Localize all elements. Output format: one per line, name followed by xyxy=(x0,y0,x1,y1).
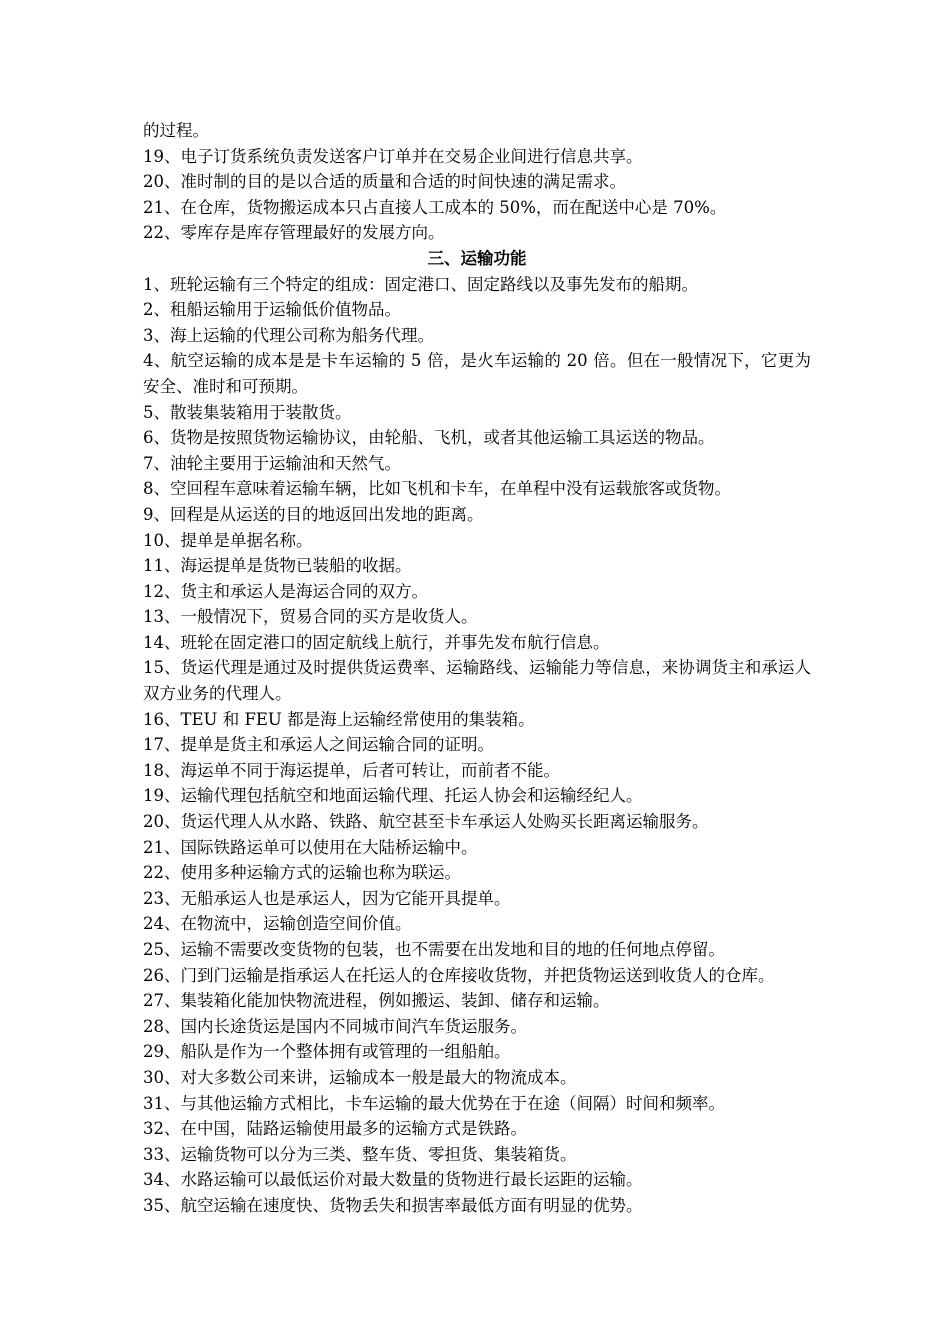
list-item: 17、提单是货主和承运人之间运输合同的证明。 xyxy=(143,735,494,755)
list-item: 3、海上运输的代理公司称为船务代理。 xyxy=(143,325,434,345)
list-item: 32、在中国，陆路运输使用最多的运输方式是铁路。 xyxy=(143,1119,527,1139)
list-item: 24、在物流中，运输创造空间价值。 xyxy=(143,914,412,934)
list-item: 29、船队是作为一个整体拥有或管理的一组船舶。 xyxy=(143,1042,511,1062)
list-item: 21、在仓库，货物搬运成本只占直接人工成本的 50%，而在配送中心是 70%。 xyxy=(143,197,727,217)
list-item: 23、无船承运人也是承运人，因为它能开具提单。 xyxy=(143,888,511,908)
list-item: 的过程。 xyxy=(143,121,209,140)
list-item: 1、班轮运输有三个特定的组成：固定港口、固定路线以及事先发布的船期。 xyxy=(143,274,698,294)
list-item: 22、零库存是库存管理最好的发展方向。 xyxy=(143,223,445,243)
list-item: 11、海运提单是货物已装船的收据。 xyxy=(143,556,412,576)
list-item: 27、集装箱化能加快物流进程，例如搬运、装卸、储存和运输。 xyxy=(143,991,610,1011)
list-item: 13、一般情况下，贸易合同的买方是收货人。 xyxy=(143,607,478,627)
list-item: 20、准时制的目的是以合适的质量和合适的时间快速的满足需求。 xyxy=(143,172,626,192)
list-item: 2、租船运输用于运输低价值物品。 xyxy=(143,300,401,320)
list-item: 33、运输货物可以分为三类、整车货、零担货、集装箱货。 xyxy=(143,1144,577,1164)
list-item: 18、海运单不同于海运提单，后者可转让，而前者不能。 xyxy=(143,760,560,780)
list-item: 10、提单是单据名称。 xyxy=(143,530,313,550)
list-item: 22、使用多种运输方式的运输也称为联运。 xyxy=(143,863,461,883)
list-item: 12、货主和承运人是海运合同的双方。 xyxy=(143,581,428,601)
list-item: 4、航空运输的成本是是卡车运输的 5 倍，是火车运输的 20 倍。但在一般情况下，它更为安全、准时和可预期。 xyxy=(143,351,811,396)
list-item: 21、国际铁路运单可以使用在大陆桥运输中。 xyxy=(143,837,478,857)
list-item: 31、与其他运输方式相比，卡车运输的最大优势在于在途（间隔）时间和频率。 xyxy=(143,1093,725,1113)
list-item: 35、航空运输在速度快、货物丢失和损害率最低方面有明显的优势。 xyxy=(143,1195,643,1215)
list-item: 30、对大多数公司来讲，运输成本一般是最大的物流成本。 xyxy=(143,1067,577,1087)
document-page xyxy=(143,118,811,1219)
list-item: 5、散装集装箱用于装散货。 xyxy=(143,402,352,422)
list-item: 20、货运代理人从水路、铁路、航空甚至卡车承运人处购买长距离运输服务。 xyxy=(143,812,709,832)
section-heading: 三、运输功能 xyxy=(427,248,527,268)
list-item: 19、运输代理包括航空和地面运输代理、托运人协会和运输经纪人。 xyxy=(143,786,643,806)
list-item: 8、空回程车意味着运输车辆，比如飞机和卡车，在单程中没有运载旅客或货物。 xyxy=(143,479,731,499)
list-item: 16、TEU 和 FEU 都是海上运输经常使用的集装箱。 xyxy=(143,709,535,729)
list-item: 15、货运代理是通过及时提供货运费率、运输路线、运输能力等信息，来协调货主和承运人双方业务的代理人。 xyxy=(143,658,811,704)
list-item: 6、货物是按照货物运输协议，由轮船、飞机，或者其他运输工具运送的物品。 xyxy=(143,428,715,448)
list-item: 34、水路运输可以最低运价对最大数量的货物进行最长运距的运输。 xyxy=(143,1170,643,1190)
list-item: 28、国内长途货运是国内不同城市间汽车货运服务。 xyxy=(143,1016,527,1036)
list-item: 9、回程是从运送的目的地返回出发地的距离。 xyxy=(143,504,484,524)
list-item: 19、电子订货系统负责发送客户订单并在交易企业间进行信息共享。 xyxy=(143,146,643,166)
list-item: 7、油轮主要用于运输油和天然气。 xyxy=(143,453,401,473)
list-item: 14、班轮在固定港口的固定航线上航行，并事先发布航行信息。 xyxy=(143,632,610,652)
list-item: 25、运输不需要改变货物的包装，也不需要在出发地和目的地的任何地点停留。 xyxy=(143,940,725,959)
list-item: 26、门到门运输是指承运人在托运人的仓库接收货物，并把货物运送到收货人的仓库。 xyxy=(143,965,775,985)
